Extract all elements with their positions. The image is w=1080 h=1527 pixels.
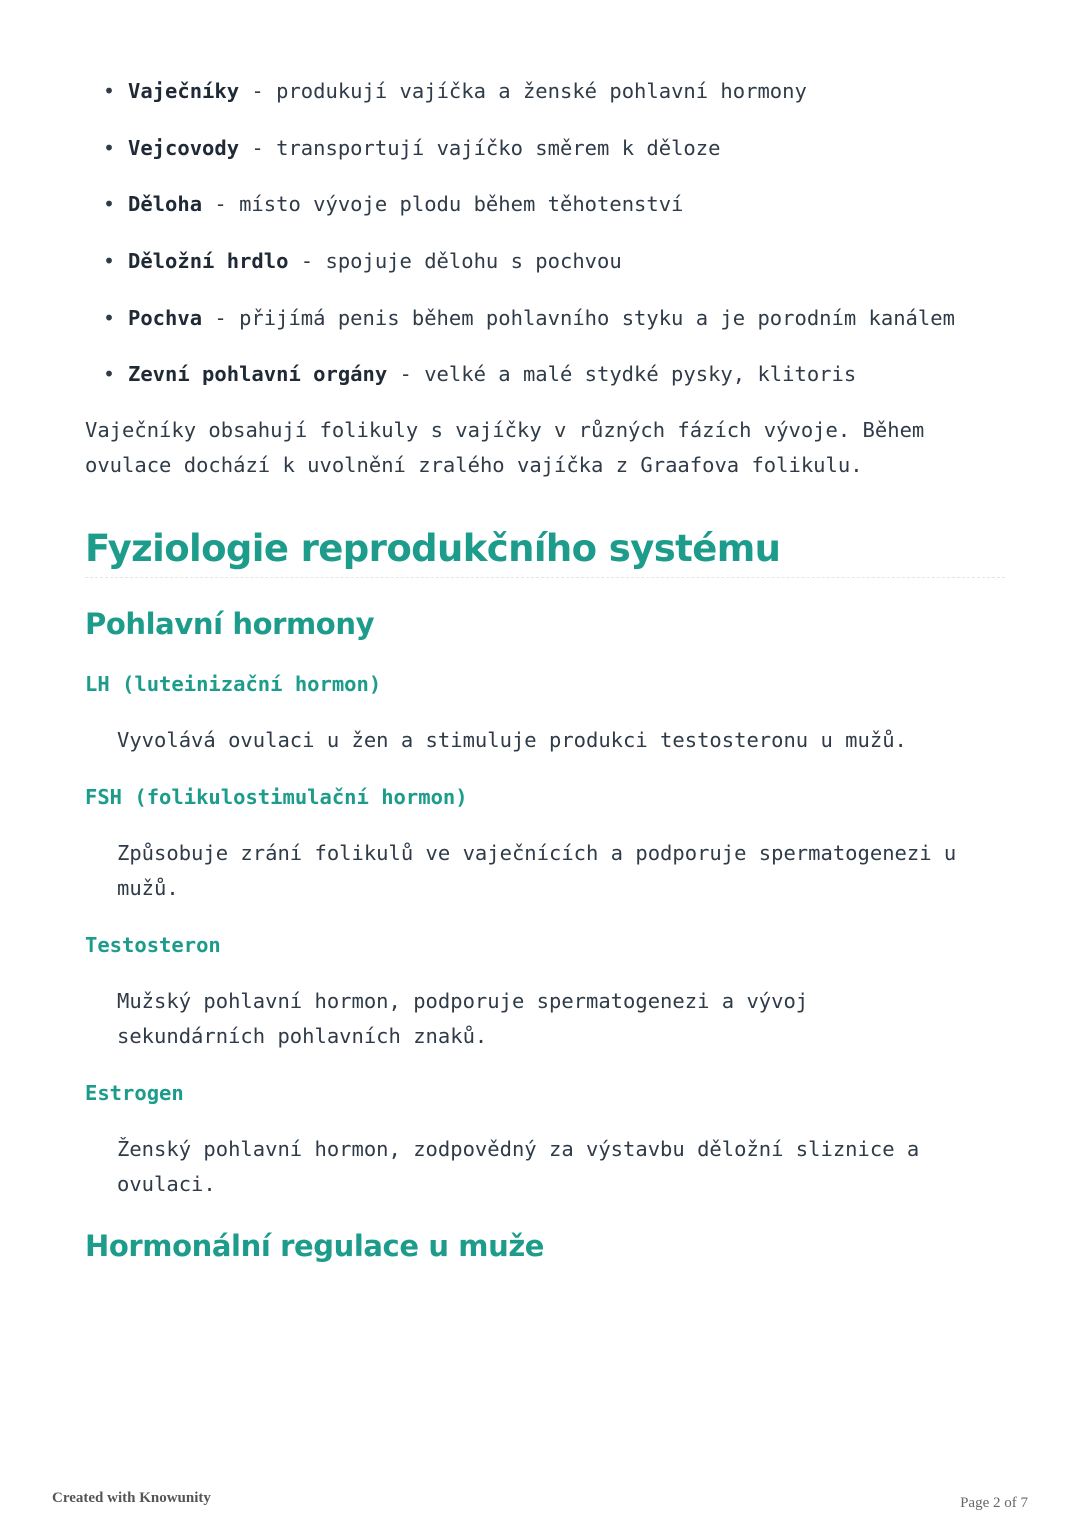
list-item [103,357,1013,414]
bullet-icon: • [103,362,116,387]
footer-credit: Created with Knowunity [52,1490,211,1506]
bullet-icon: • [103,79,116,103]
hormone-description: Vyvolává ovulaci u žen a stimuluje produkci testosteronu u mužů. [117,728,907,752]
hormone-description: Mužský pohlavní hormon, podporuje spermatogenezi a vývoj sekundárních pohlavních znaků. [117,989,809,1048]
list-item-desc: - místo vývoje plodu během těhotenství [202,192,684,217]
list-item [103,244,1013,301]
hormone-name: FSH (folikulostimulační hormon) [85,785,468,809]
heading-divider [85,577,1005,578]
list-item [103,187,1013,244]
bullet-icon: • [103,305,116,330]
bullet-icon: • [103,135,116,160]
subsection-heading: Pohlavní hormony [85,607,375,641]
ovary-paragraph: Vaječníky obsahují folikuly s vajíčky v různých fázích vývoje. Během ovulace dochází k uvolnění zralého vajíčka z Graafova folikulu. [85,418,925,477]
list-item-desc: - spojuje dělohu s pochvou [288,249,622,274]
page-number: Page 2 of 7 [960,1495,1028,1511]
list-item-desc: - produkují vajíčka a ženské pohlavní hormony [239,79,807,103]
hormone-name: Testosteron [85,933,221,957]
section-heading: Fyziologie reprodukčního systému [85,527,781,570]
list-item-term: Pochva [128,305,203,330]
list-item [103,301,1013,358]
organ-list [103,74,1013,414]
bullet-icon: • [103,192,116,217]
list-item-term: Zevní pohlavní orgány [128,362,388,387]
list-item-term: Vaječníky [128,79,240,103]
list-item-desc: - transportují vajíčko směrem k děloze [239,135,721,160]
list-item-term: Děloha [128,192,203,217]
list-item-term: Děložní hrdlo [128,249,289,274]
bullet-icon: • [103,249,116,274]
hormone-name: Estrogen [85,1081,184,1105]
hormone-name: LH (luteinizační hormon) [85,672,382,696]
hormone-description: Způsobuje zrání folikulů ve vaječnících a podporuje spermatogenezi u mužů. [117,841,957,900]
next-section-heading: Hormonální regulace u muže [85,1229,545,1263]
list-item [103,74,1013,131]
list-item-desc: - přijímá penis během pohlavního styku a je porodním kanálem [202,305,955,330]
list-item-term: Vejcovody [128,135,240,160]
list-item-desc: - velké a malé stydké pysky, klitoris [387,362,857,387]
list-item [103,131,1013,188]
hormone-description: Ženský pohlavní hormon, zodpovědný za výstavbu děložní sliznice a ovulaci. [117,1137,920,1196]
